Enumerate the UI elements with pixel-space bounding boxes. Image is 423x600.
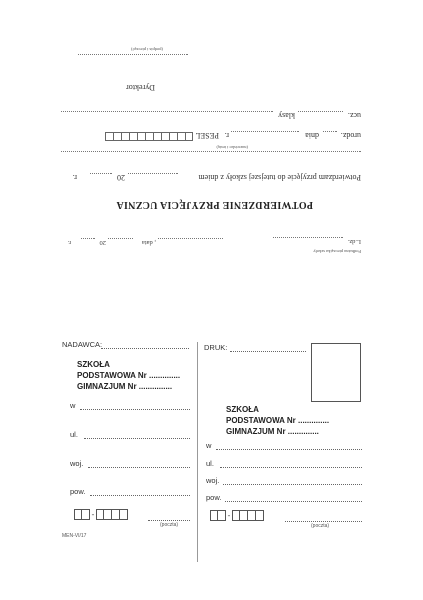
confirm-date-field[interactable] (128, 173, 178, 174)
recipient-street-label: ul. (206, 459, 214, 468)
sender-voiv-field[interactable] (88, 467, 190, 468)
recipient-voiv-label: woj. (206, 476, 220, 485)
envelope-divider (197, 342, 198, 562)
recipient-heading: DRUK: (204, 343, 228, 352)
recipient-school-line3: GIMNAZJUM Nr .............. (226, 427, 319, 436)
student-label: ucz. (347, 111, 361, 120)
date-year-label: 20 (99, 239, 106, 246)
sender-postcode-boxes[interactable]: - (74, 509, 128, 520)
class-field[interactable] (61, 111, 273, 112)
confirm-year-label: 20 (117, 173, 125, 182)
name-caption: (nazwisko i imię) (216, 145, 248, 150)
date-label: , data (141, 239, 156, 246)
lp-field[interactable] (273, 237, 343, 238)
school-stamp-label: Podłużna pieczątka szkoły (313, 249, 361, 254)
sender-district-field[interactable] (90, 495, 190, 496)
recipient-voiv-field[interactable] (223, 484, 362, 485)
sender-district-label: pow. (70, 487, 86, 496)
recipient-school-line1: SZKOŁA (226, 405, 259, 414)
confirm-text: Potwierdzam przyjęcie do tutejszej szkoły z dniem (198, 173, 361, 182)
confirm-r-label: r. (72, 173, 77, 182)
sender-post-field[interactable] (148, 520, 190, 521)
pesel-boxes[interactable] (105, 132, 193, 141)
birth-r-label: r. (224, 131, 229, 140)
sender-w-label: w (70, 401, 76, 410)
signature-caption: (podpis i pieczęć) (131, 47, 163, 52)
place-field[interactable] (158, 238, 223, 239)
sender-street-field[interactable] (84, 438, 190, 439)
form-code: MEN-VI/17 (62, 533, 87, 539)
date-r-label: r. (67, 239, 71, 246)
recipient-heading-line (230, 351, 306, 352)
birth-date-field[interactable] (231, 131, 299, 132)
recipient-post-field[interactable] (285, 521, 362, 522)
born-label: urodz. (340, 131, 361, 140)
recipient-postcode-boxes[interactable]: - (210, 510, 264, 521)
sender-school-line2: PODSTAWOWA Nr .............. (77, 371, 181, 380)
slip-title: POTWIERDZENIE PRZYJĘCIA UCZNIA (116, 199, 313, 210)
sender-voiv-label: woj. (70, 459, 84, 468)
sender-city-field[interactable] (80, 409, 190, 410)
director-signature-field[interactable] (78, 54, 188, 55)
envelope-area (0, 300, 423, 600)
confirm-year-field[interactable] (90, 173, 112, 174)
pesel-label: PESEL (195, 131, 219, 140)
sender-street-label: ul. (70, 430, 78, 439)
student-name-field[interactable] (61, 151, 361, 152)
date-year-field[interactable] (81, 238, 95, 239)
sender-school-line3: GIMNAZJUM Nr ............... (77, 382, 173, 391)
director-label: Dyrektor (126, 83, 155, 92)
class-label: klasy (278, 111, 295, 120)
sender-post-caption: (poczta) (160, 522, 179, 528)
recipient-post-caption: (poczta) (311, 523, 330, 529)
recipient-city-field[interactable] (216, 449, 362, 450)
recipient-w-label: w (206, 441, 212, 450)
postage-stamp-box (311, 343, 361, 402)
sender-heading: NADAWCA: (62, 340, 103, 349)
recipient-district-field[interactable] (225, 501, 362, 502)
born-place-field[interactable] (323, 131, 337, 132)
recipient-district-label: pow. (206, 493, 222, 502)
recipient-street-field[interactable] (220, 467, 362, 468)
sender-heading-line (101, 348, 189, 349)
recipient-school-line2: PODSTAWOWA Nr .............. (226, 416, 330, 425)
lp-label: L.dz. (347, 238, 361, 245)
day-label: dnia (305, 131, 319, 140)
sender-school-line1: SZKOŁA (77, 360, 110, 369)
date-field[interactable] (108, 238, 133, 239)
student-field[interactable] (298, 111, 343, 112)
